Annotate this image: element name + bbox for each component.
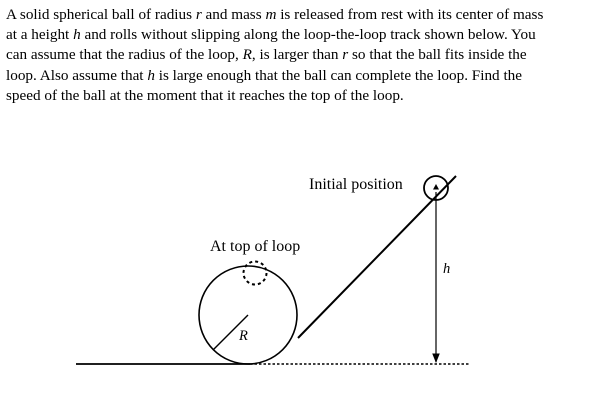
problem-text-segment: speed of the ball at the moment that it reaches the top of the loop. <box>6 86 404 104</box>
problem-text-segment: so that the ball fits inside the <box>348 46 527 64</box>
problem-text-segment: loop. Also assume that <box>6 66 148 84</box>
problem-text-segment: at a height <box>6 26 74 44</box>
problem-text-segment: , is larger than <box>251 46 343 64</box>
variable-symbol: r <box>195 6 202 23</box>
initial-position-label: Initial position <box>309 176 403 193</box>
top-of-loop-label: At top of loop <box>210 238 301 255</box>
variable-symbol: h <box>73 26 81 44</box>
problem-text-segment: and rolls without slipping along the loop-the-loop track shown below. You <box>80 26 536 44</box>
problem-text-segment: can assume that the radius of the loop, <box>6 46 243 64</box>
variable-symbol: R <box>242 46 252 64</box>
variable-symbol: h <box>147 66 155 84</box>
ball-at-top-of-loop <box>244 262 267 285</box>
problem-text-segment: A solid spherical ball of radius <box>6 6 196 23</box>
problem-text-segment: and mass <box>201 6 266 23</box>
problem-text-segment: is large enough that the ball can complete the loop. Find the <box>154 66 523 84</box>
problem-text-segment: is released from rest with its center of mass <box>276 6 544 23</box>
variable-symbol: m <box>265 6 277 23</box>
radius-label: R <box>239 328 248 344</box>
ball-center-marker-icon <box>433 184 439 190</box>
height-label: h <box>443 261 451 277</box>
variable-symbol: r <box>342 46 349 64</box>
